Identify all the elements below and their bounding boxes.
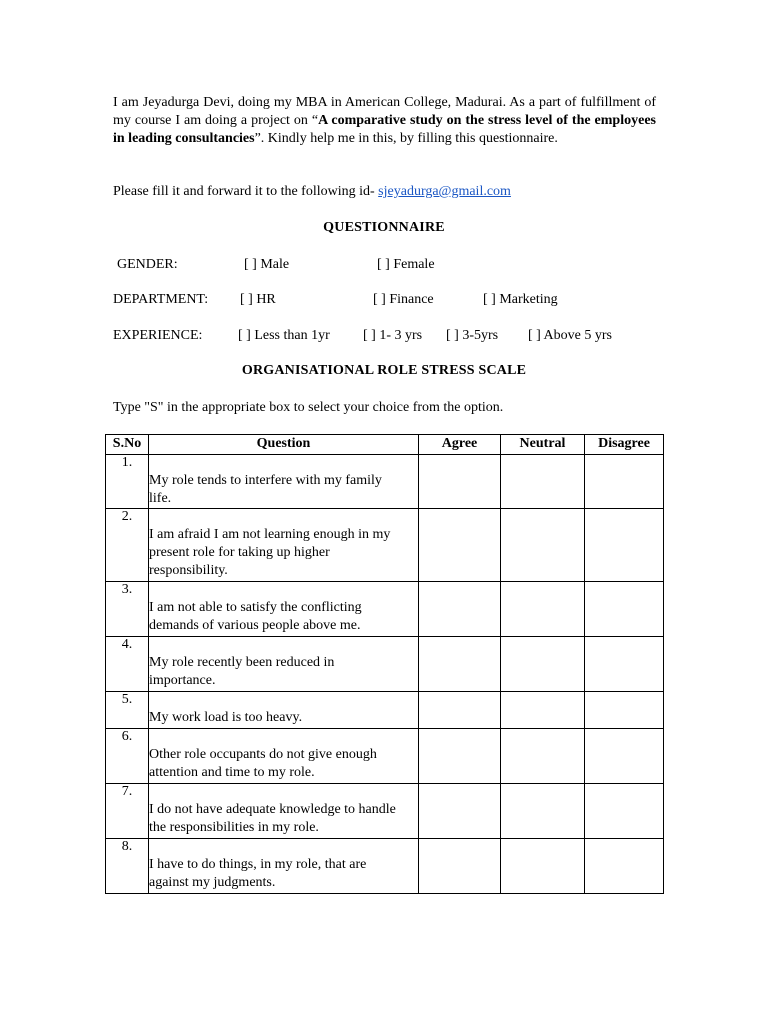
answer-box-neutral[interactable] <box>501 692 585 729</box>
answer-box-agree[interactable] <box>419 839 501 894</box>
answer-box-disagree[interactable] <box>585 839 664 894</box>
row-number-text: 3. <box>121 582 133 597</box>
answer-box-agree[interactable] <box>419 729 501 784</box>
header-question: Question <box>149 435 419 455</box>
scale-heading: ORGANISATIONAL ROLE STRESS SCALE <box>241 363 527 378</box>
question-cell <box>149 637 419 692</box>
answer-box-neutral[interactable] <box>501 729 585 784</box>
answer-box-neutral[interactable] <box>501 839 585 894</box>
question-text-line: I have to do things, in my role, that are <box>149 857 367 872</box>
question-cell <box>149 692 419 729</box>
row-number <box>106 692 149 729</box>
department-label: DEPARTMENT: <box>113 292 209 307</box>
row-number <box>106 637 149 692</box>
answer-box-disagree[interactable] <box>585 729 664 784</box>
experience-option-1-3-yrs[interactable]: [ ] 1- 3 yrs <box>363 328 423 343</box>
experience-option-less-than-1yr[interactable]: [ ] Less than 1yr <box>238 328 330 343</box>
department-option-finance[interactable]: [ ] Finance <box>373 292 434 307</box>
answer-box-disagree[interactable] <box>585 509 664 582</box>
table-row <box>106 637 664 692</box>
table-body <box>106 455 664 894</box>
gender-label: GENDER: <box>117 257 178 272</box>
question-text-line: present role for taking up higher <box>149 545 330 560</box>
answer-box-disagree[interactable] <box>585 692 664 729</box>
answer-box-agree[interactable] <box>419 784 501 839</box>
question-text-line: responsibility. <box>149 563 228 578</box>
project-title: A comparative study on the stress level of the employees in leading consultancies <box>113 113 656 146</box>
question-text-line: Other role occupants do not give enough <box>149 747 377 762</box>
row-number <box>106 729 149 784</box>
forward-text: Please fill it and forward it to the following id- <box>113 184 379 199</box>
question-cell <box>149 784 419 839</box>
row-number <box>106 509 149 582</box>
question-text-line: the responsibilities in my role. <box>149 820 319 835</box>
table-row <box>106 582 664 637</box>
question-cell <box>149 455 419 509</box>
row-number-text: 8. <box>121 839 133 854</box>
gender-option-female[interactable]: [ ] Female <box>377 257 435 272</box>
question-text-line: My work load is too heavy. <box>149 710 303 725</box>
answer-box-agree[interactable] <box>419 637 501 692</box>
row-number-text: 2. <box>121 509 133 524</box>
row-number-text: 7. <box>121 784 133 799</box>
answer-box-neutral[interactable] <box>501 455 585 509</box>
row-number <box>106 455 149 509</box>
table-row <box>106 455 664 509</box>
stress-scale-table <box>105 434 664 894</box>
row-number <box>106 784 149 839</box>
table-row <box>106 784 664 839</box>
intro-paragraph <box>113 94 656 148</box>
department-option-hr[interactable]: [ ] HR <box>240 292 276 307</box>
question-text-line: I do not have adequate knowledge to handle <box>149 802 396 817</box>
question-cell <box>149 509 419 582</box>
row-number <box>106 582 149 637</box>
experience-option-3-5-yrs[interactable]: [ ] 3-5yrs <box>446 328 499 343</box>
header-neutral: Neutral <box>501 435 585 455</box>
table-row <box>106 509 664 582</box>
question-text-line: life. <box>149 491 172 506</box>
email-link[interactable]: sjeyadurga@gmail.com <box>378 184 511 199</box>
answer-box-neutral[interactable] <box>501 582 585 637</box>
table-row <box>106 692 664 729</box>
table-row <box>106 839 664 894</box>
question-cell <box>149 582 419 637</box>
header-disagree: Disagree <box>585 435 664 455</box>
answer-box-neutral[interactable] <box>501 637 585 692</box>
row-number-text: 4. <box>121 637 133 652</box>
question-cell <box>149 839 419 894</box>
department-option-marketing[interactable]: [ ] Marketing <box>483 292 558 307</box>
answer-box-agree[interactable] <box>419 692 501 729</box>
question-cell <box>149 729 419 784</box>
row-number-text: 1. <box>121 455 133 470</box>
answer-box-agree[interactable] <box>419 582 501 637</box>
question-text-line: My role tends to interfere with my family <box>149 473 382 488</box>
answer-box-disagree[interactable] <box>585 784 664 839</box>
intro-text: I am Jeyadurga Devi, doing my MBA in American College, Madurai. As a part of fulfillment of my course I am doing a project on “ <box>113 95 656 128</box>
question-text-line: My role recently been reduced in <box>149 655 335 670</box>
experience-label: EXPERIENCE: <box>113 328 203 343</box>
row-number-text: 6. <box>121 729 133 744</box>
answer-box-neutral[interactable] <box>501 784 585 839</box>
gender-option-male[interactable]: [ ] Male <box>244 257 290 272</box>
answer-box-disagree[interactable] <box>585 582 664 637</box>
answer-box-disagree[interactable] <box>585 637 664 692</box>
table-header-row <box>106 435 664 455</box>
question-text-line: demands of various people above me. <box>149 618 361 633</box>
row-number-text: 5. <box>121 692 133 707</box>
question-text-line: importance. <box>149 673 216 688</box>
type-instruction: Type "S" in the appropriate box to select your choice from the option. <box>113 400 504 415</box>
questionnaire-heading: QUESTIONNAIRE <box>323 220 445 235</box>
question-text-line: against my judgments. <box>149 875 276 890</box>
answer-box-disagree[interactable] <box>585 455 664 509</box>
question-text-line: attention and time to my role. <box>149 765 315 780</box>
header-agree: Agree <box>419 435 501 455</box>
intro-text-end: ”. Kindly help me in this, by filling this questionnaire. <box>254 131 558 146</box>
question-text-line: I am not able to satisfy the conflicting <box>149 600 362 615</box>
row-number <box>106 839 149 894</box>
answer-box-neutral[interactable] <box>501 509 585 582</box>
question-text-line: I am afraid I am not learning enough in my <box>149 527 391 542</box>
forward-instruction <box>113 183 511 201</box>
header-sno: S.No <box>106 435 149 455</box>
answer-box-agree[interactable] <box>419 509 501 582</box>
answer-box-agree[interactable] <box>419 455 501 509</box>
experience-option-above-5-yrs[interactable]: [ ] Above 5 yrs <box>528 328 612 343</box>
table-row <box>106 729 664 784</box>
